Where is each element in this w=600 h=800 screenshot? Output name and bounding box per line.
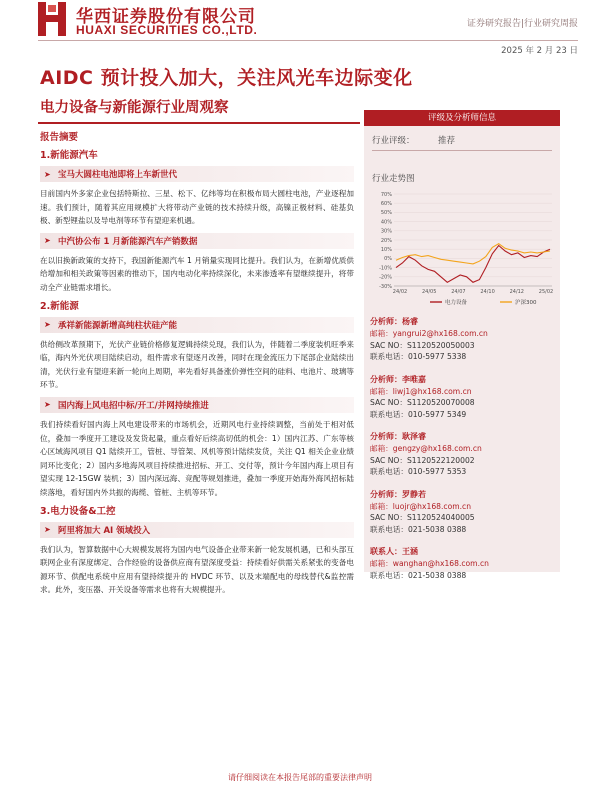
x-tick-label: 24/10: [480, 289, 495, 295]
y-tick-label: -10%: [379, 265, 392, 272]
rating-label: 行业评级：: [372, 136, 415, 146]
topic-heading: [40, 522, 354, 538]
topic-heading: [40, 397, 354, 413]
topic-heading-text: 阿里将加大 AI 领域投入: [58, 525, 151, 536]
summary-title: 报告摘要: [40, 132, 79, 143]
analyst-card: [370, 316, 556, 363]
topic-paragraph: 供给侧改革预期下，光伏产业链价格修复逻辑持续兑现，我们认为，伴随着二季度装机旺季来临，海内外光伏项目陆续启动，组件需求有望逐月改善，同时在现金流压力下尾部企业陆续出清，光伏行业有望迎来新一轮向上周期，率先看好具备涨价弹性空间的硅料、电池片、玻璃等环节。: [40, 339, 354, 390]
y-tick-label: 50%: [380, 210, 392, 217]
analyst-email[interactable]: 邮箱：yangrui2@hx168.com.cn: [370, 329, 488, 338]
analyst-sac: SAC NO：S1120524040005: [370, 513, 475, 522]
y-tick-label: 0%: [384, 256, 392, 263]
topic-heading: [40, 233, 354, 249]
y-tick-label: -20%: [379, 274, 392, 281]
trend-chart-title: 行业走势图: [372, 174, 415, 184]
title-divider: [38, 122, 360, 124]
y-tick-label: 30%: [380, 228, 392, 235]
topic-paragraph: 目前国内外多家企业包括特斯拉、三星、松下、亿纬等均在积极布局大圆柱电池，产业逐程加速。我们预计，随着其应用规模扩大将带动产业链的技术持续升级，高镍正极材料、硅基负极、新型锂盐以及导电剂等环节有望迎来机遇。: [40, 189, 354, 226]
topic-heading-text: 宝马大圆柱电池即将上车新世代: [58, 170, 178, 180]
y-tick-label: -30%: [379, 283, 392, 290]
analyst-email[interactable]: 邮箱：liwj1@hx168.com.cn: [370, 386, 472, 396]
analyst-email[interactable]: 邮箱：gengzy@hx168.com.cn: [370, 444, 482, 453]
y-tick-label: 70%: [380, 191, 392, 198]
series-line: [396, 244, 550, 264]
section-title: 3.电力设备&工控: [40, 505, 116, 517]
legend-label: 沪深300: [515, 300, 537, 306]
section-title: 1.新能源汽车: [40, 150, 98, 161]
topic-paragraph: 我们认为，智算数据中心大规模发展将为国内电气设备企业带来新一轮发展机遇，已和头部互联网企业有深度绑定、合作经验的设备供应商有望深度受益：持续看好供需关系紧张的变备电源环节、供配电系统中应用有望持续提升的 HVDC 环节、以及末端配电的母线替代&监控需求。此外，变压器、开关设备等需求也将有大规模提升。: [40, 544, 354, 595]
report-title: AIDC 预计投入加大，关注风光车边际变化: [40, 67, 413, 89]
y-tick-label: 60%: [380, 201, 392, 207]
analyst-phone: 联系电话：010-5977 5338: [370, 352, 467, 361]
arrow-right-icon: ➤: [44, 320, 51, 330]
analyst-name: 分析师：杨睿: [370, 317, 418, 326]
report-header: [38, 2, 578, 38]
analyst-panel-header: 评级及分析师信息: [364, 110, 560, 126]
analyst-sac: SAC NO：S1120522120002: [370, 455, 475, 465]
analyst-name: 分析师：耿泽睿: [370, 432, 426, 441]
y-tick-label: 20%: [380, 237, 392, 244]
analyst-name: 分析师：李唯嘉: [370, 374, 426, 384]
analyst-email[interactable]: 邮箱：luojr@hx168.com.cn: [370, 501, 472, 511]
topic-heading-text: 承祥新能源新增高纯柱状硅产能: [58, 320, 178, 331]
report-date: 2025 年 2 月 23 日: [501, 46, 578, 56]
analyst-sac: SAC NO：S1120520050003: [370, 340, 475, 350]
analyst-sac: SAC NO：S1120520070008: [370, 398, 475, 407]
x-tick-label: 24/12: [509, 289, 525, 295]
analyst-name: 分析师：罗静若: [370, 489, 426, 499]
analyst-phone: 联系电话：021-5038 0388: [370, 524, 467, 534]
company-name-cn: 华西证券股份有限公司: [76, 7, 256, 27]
legal-notice-footer: 请仔细阅读在本报告尾部的重要法律声明: [228, 773, 372, 782]
x-tick-label: 25/02: [538, 289, 554, 295]
topic-paragraph: 在以旧换新政策的支持下，我国新能源汽车 1 月销量实现同比提升。我们认为，在新增优质供给增加和相关政策等因素的推动下，国内电动化率持续深化，未来渗透率有望继续提升，将带动全产业链需求增长。: [40, 255, 354, 292]
contact-name: 联系人：王涵: [370, 547, 418, 556]
x-tick-label: 24/07: [451, 289, 466, 295]
analyst-card: [370, 374, 556, 421]
topic-heading: [40, 317, 354, 333]
contact-card: [370, 546, 556, 581]
company-name-en: HUAXI SECURITIES CO.,LTD.: [76, 23, 258, 37]
contact-phone: 联系电话：021-5038 0388: [370, 570, 467, 580]
topic-heading-text: 中汽协公布 1 月新能源汽车产销数据: [58, 236, 198, 247]
analyst-card: [370, 431, 556, 478]
rating-divider: [372, 150, 552, 151]
arrow-right-icon: ➤: [44, 236, 51, 246]
arrow-right-icon: ➤: [44, 400, 51, 410]
topic-heading: [40, 166, 354, 182]
arrow-right-icon: ➤: [44, 525, 51, 534]
section-title: 2.新能源: [40, 300, 79, 312]
y-tick-label: 10%: [380, 247, 392, 253]
analyst-phone: 联系电话：010-5977 5349: [370, 409, 467, 419]
analyst-card: [370, 489, 556, 536]
analyst-list: [370, 316, 556, 592]
y-tick-label: 40%: [380, 219, 392, 226]
huaxi-logo-icon: [38, 2, 68, 36]
trend-chart: [368, 188, 556, 310]
summary-column: [40, 131, 354, 602]
header-divider: [38, 40, 578, 41]
analyst-phone: 联系电话：010-5977 5353: [370, 467, 467, 476]
contact-email[interactable]: 邮箱：wanghan@hx168.com.cn: [370, 559, 489, 568]
rating-value: 推荐: [438, 136, 456, 146]
report-type: 证券研究报告|行业研究周报: [466, 19, 578, 29]
report-subtitle: 电力设备与新能源行业周观察: [40, 100, 229, 116]
topic-heading-text: 国内海上风电招中标/开工/并网持续推进: [58, 400, 209, 411]
legend-label: 电力设备: [445, 300, 468, 306]
topic-paragraph: 我们持续看好国内海上风电建设带来的市场机会，近期风电行业持续调整，当前处于相对低位，叠加一季度开工建设及发货起量，重点看好后续高切低的机会：1）国内江苏、广东等核心区域海风项目 Q1 陆续开工，管桩、导管架、风机等预计陆续发货，关注 Q1 相关企业业绩同环比变化；2）国内多地海风项目持续推进招标、开工、交付等，预计今年国内海上项目有望实现 12-15GW 装机；3）国内深远海、竞配等规划推进，叠加一季度开始海外海风招标陆续落地，看好国内外共振的海缆、管桩、主机等环节。: [40, 419, 354, 497]
x-tick-label: 24/02: [392, 289, 408, 295]
analyst-panel: [364, 126, 560, 580]
x-tick-label: 24/05: [421, 289, 437, 295]
arrow-right-icon: ➤: [44, 169, 51, 179]
